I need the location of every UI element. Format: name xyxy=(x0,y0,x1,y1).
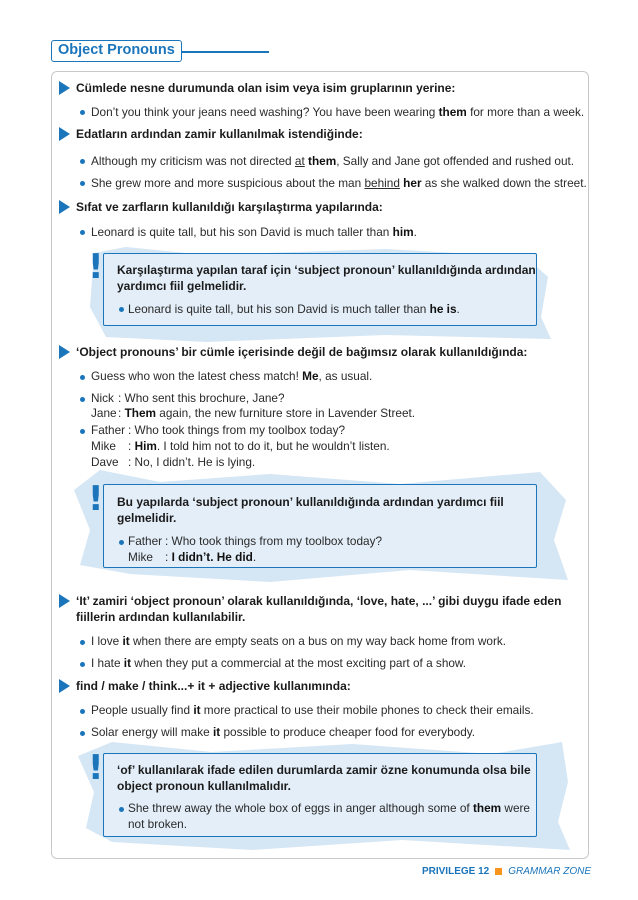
example-sentence: Leonard is quite tall, but his son David is much taller than him. xyxy=(91,225,417,239)
example-sentence: Guess who won the latest chess match! Me, as usual. xyxy=(91,369,373,383)
example-sentence: She threw away the whole box of eggs in anger although some of them were xyxy=(128,801,530,815)
section-heading: ‘It’ zamiri ‘object pronoun’ olarak kullanıldığında, ‘love, hate, ...’ gibi duygu ifade eden xyxy=(76,594,562,608)
footer-page: PRIVILEGE 12 xyxy=(421,866,490,877)
dialogue-line: : I didn’t. He did. xyxy=(165,550,257,564)
dot-bullet-icon xyxy=(80,640,85,645)
example-sentence: Leonard is quite tall, but his son David is much taller than he is. xyxy=(128,302,460,316)
dot-bullet-icon xyxy=(80,110,85,115)
note-heading: ‘of’ kullanılarak ifade edilen durumlarda zamir özne konumunda olsa bile xyxy=(117,763,531,777)
example-sentence: People usually find it more practical to use their mobile phones to check their emails. xyxy=(91,703,534,717)
example-sentence: not broken. xyxy=(128,817,188,831)
section-heading: ‘Object pronouns’ bir cümle içerisinde değil de bağımsız olarak kullanıldığında: xyxy=(76,345,528,359)
example-sentence: I love it when there are empty seats on a bus on my way back home from work. xyxy=(91,634,507,648)
dot-bullet-icon xyxy=(80,731,85,736)
example-sentence: Although my criticism was not directed at them, Sally and Jane got offended and rushed out. xyxy=(91,154,575,168)
section-heading: find / make / think...+ it + adjective kullanımında: xyxy=(76,679,351,693)
dialogue-speaker: Mike xyxy=(128,550,153,564)
dot-bullet-icon xyxy=(80,181,85,186)
dialogue-speaker: Nick xyxy=(91,391,114,405)
example-sentence: I hate it when they put a commercial at the most exciting part of a show. xyxy=(91,656,467,670)
page-title: Object Pronouns xyxy=(51,40,182,62)
dialogue-speaker: Dave xyxy=(91,455,119,469)
dialogue-line: : Who sent this brochure, Jane? xyxy=(118,391,285,405)
exclamation-icon: ! xyxy=(88,748,104,788)
triangle-bullet-icon xyxy=(59,345,70,359)
triangle-bullet-icon xyxy=(59,127,70,141)
footer-zone: GRAMMAR ZONE xyxy=(508,866,591,877)
exclamation-icon: ! xyxy=(88,479,104,519)
dot-bullet-icon xyxy=(80,709,85,714)
note-heading: yardımcı fiil gelmelidir. xyxy=(117,279,247,293)
triangle-bullet-icon xyxy=(59,200,70,214)
dialogue-speaker: Mike xyxy=(91,439,116,453)
exclamation-icon: ! xyxy=(88,247,104,287)
section-heading: Cümlede nesne durumunda olan isim veya isim gruplarının yerine: xyxy=(76,81,456,95)
note-heading: gelmelidir. xyxy=(117,511,177,525)
dot-bullet-icon xyxy=(80,375,85,380)
dot-bullet-icon xyxy=(119,540,124,545)
section-title xyxy=(51,40,221,62)
triangle-bullet-icon xyxy=(59,81,70,95)
dot-bullet-icon xyxy=(80,159,85,164)
dialogue-line: : No, I didn’t. He is lying. xyxy=(128,455,256,469)
triangle-bullet-icon xyxy=(59,594,70,608)
example-sentence: She grew more and more suspicious about the man behind her as she walked down the street. xyxy=(91,176,587,190)
section-heading: Sıfat ve zarfların kullanıldığı karşılaştırma yapılarında: xyxy=(76,200,383,214)
note-heading: object pronoun kullanılmalıdır. xyxy=(117,779,292,793)
dialogue-line: : Him. I told him not to do it, but he wouldn’t listen. xyxy=(128,439,390,453)
dialogue-line: : Them again, the new furniture store in Lavender Street. xyxy=(118,406,416,420)
dot-bullet-icon xyxy=(80,397,85,402)
dot-bullet-icon xyxy=(80,230,85,235)
dot-bullet-icon xyxy=(119,307,124,312)
page-footer xyxy=(422,866,591,877)
dialogue-line: : Who took things from my toolbox today? xyxy=(128,423,346,437)
dialogue-line: : Who took things from my toolbox today? xyxy=(165,534,383,548)
footer-square-icon xyxy=(495,868,502,875)
dialogue-speaker: Jane xyxy=(91,406,117,420)
dot-bullet-icon xyxy=(80,662,85,667)
note-heading: Karşılaştırma yapılan taraf için ‘subject pronoun’ kullanıldığında ardından xyxy=(117,263,536,277)
section-heading: Edatların ardından zamir kullanılmak istendiğinde: xyxy=(76,127,363,141)
example-sentence: Solar energy will make it possible to produce cheaper food for everybody. xyxy=(91,725,476,739)
dot-bullet-icon xyxy=(80,429,85,434)
example-sentence: Don’t you think your jeans need washing? You have been wearing them for more than a week. xyxy=(91,105,585,119)
triangle-bullet-icon xyxy=(59,679,70,693)
dot-bullet-icon xyxy=(119,807,124,812)
dialogue-speaker: Father xyxy=(128,534,163,548)
section-heading: fiillerin ardından kullanılabilir. xyxy=(76,610,246,624)
dialogue-speaker: Father xyxy=(91,423,126,437)
note-heading: Bu yapılarda ‘subject pronoun’ kullanıldığında ardından yardımcı fiil xyxy=(117,495,504,509)
